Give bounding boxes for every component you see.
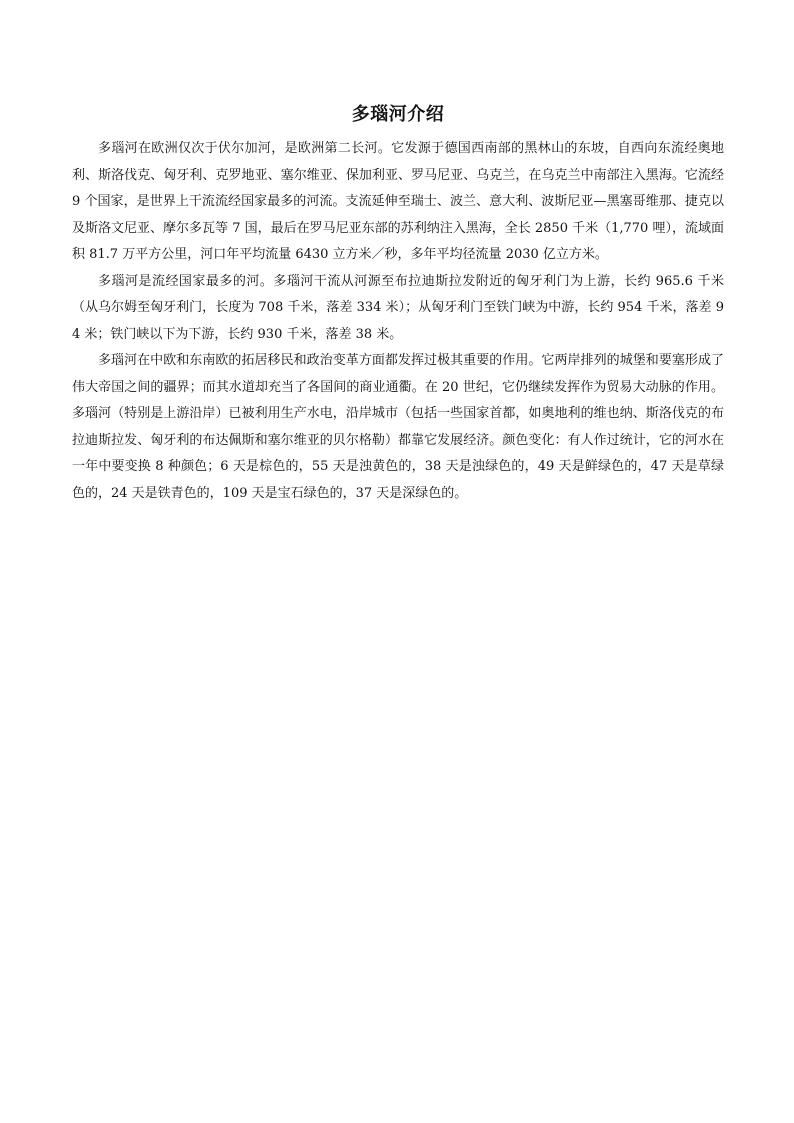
document-title: 多瑙河介绍 [351, 104, 445, 125]
paragraph-course: 多瑙河是流经国家最多的河。多瑙河干流从河源至布拉迪斯拉发附近的匈牙利门为上游，长约 965.6 千米（从乌尔姆至匈牙利门，长度为 708 千米，落差 334 米）；从匈牙利门至铁门峡为中游，长约 954 千米，落差 94 米；铁门峡以下为下游，长约 930 千米，落差 38 米。 [72, 273, 724, 342]
paragraph-history: 多瑙河在中欧和东南欧的拓居移民和政治变革方面都发挥过极其重要的作用。它两岸排列的城堡和要塞形成了伟大帝国之间的疆界；而其水道却充当了各国间的商业通衢。在 20 世纪，它仍继续发挥作为贸易大动脉的作用。多瑙河（特别是上游沿岸）已被利用生产水电，沿岸城市（包括一些国家首都，如奥地利的维也纳、斯洛伐克的布拉迪斯拉发、匈牙利的布达佩斯和塞尔维亚的贝尔格勒）都靠它发展经济。颜色变化：有人作过统计，它的河水在一年中要变换 8 种颜色；6 天是棕色的，55 天是浊黄色的，38 天是浊绿色的，49 天是鲜绿色的，47 天是草绿色的，24 天是铁青色的，109 天是宝石绿色的，37 天是深绿色的。 [72, 353, 724, 501]
document-page [72, 100, 724, 507]
paragraph-intro: 多瑙河在欧洲仅次于伏尔加河，是欧洲第二长河。它发源于德国西南部的黑林山的东坡，自西向东流经奥地利、斯洛伐克、匈牙利、克罗地亚、塞尔维亚、保加利亚、罗马尼亚、乌克兰，在乌克兰中南部注入黑海。它流经 9 个国家，是世界上干流流经国家最多的河流。支流延伸至瑞士、波兰、意大利、波斯尼亚—黑塞哥维那、捷克以及斯洛文尼亚、摩尔多瓦等 7 国，最后在罗马尼亚东部的苏利纳注入黑海，全长 2850 千米（1,770 哩），流域面积 81.7 万平方公里，河口年平均流量 6430 立方米／秒，多年平均径流量 2030 亿立方米。 [72, 141, 724, 262]
